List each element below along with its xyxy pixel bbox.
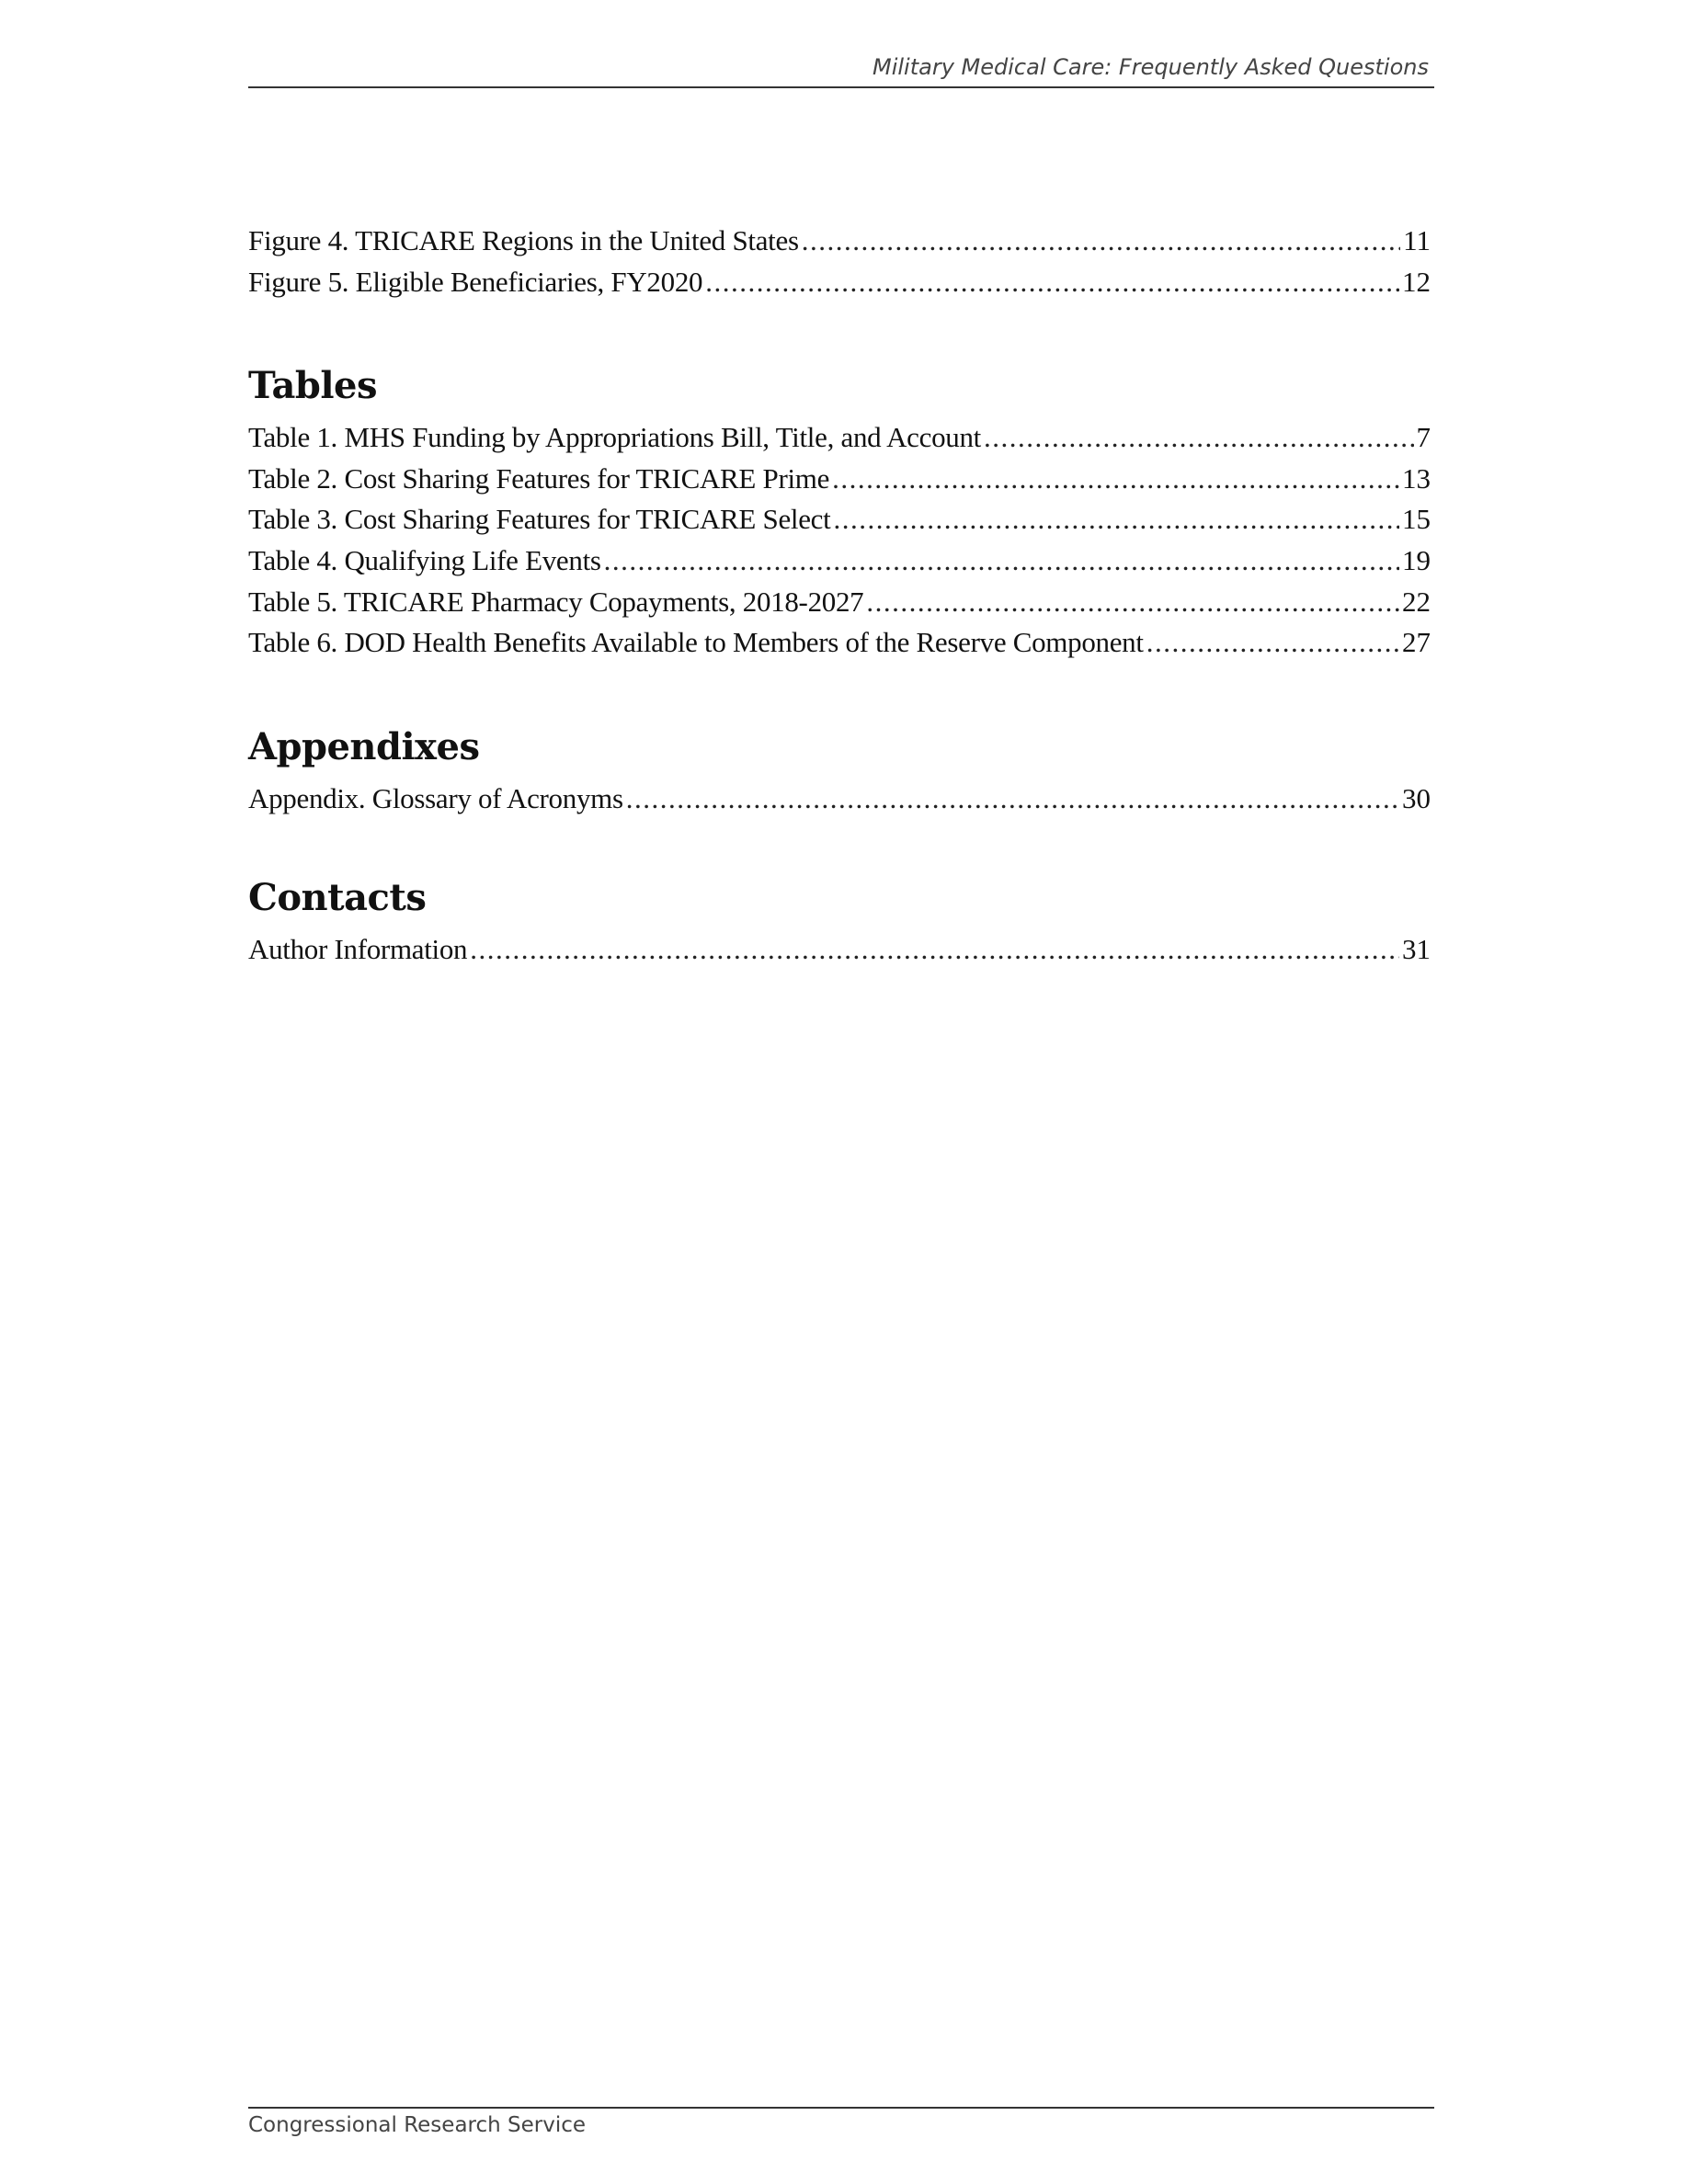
toc-entry-label: Table 5. TRICARE Pharmacy Copayments, 2018-2027 (248, 585, 864, 618)
toc-entry-page: 27 (1402, 626, 1431, 659)
toc-entry-table-5[interactable] (248, 582, 1431, 623)
running-header (248, 55, 1434, 88)
footer-organization: Congressional Research Service (248, 2113, 587, 2137)
toc-entry-label: Table 1. MHS Funding by Appropriations Bill, Title, and Account (248, 421, 982, 454)
toc-entry-label: Table 6. DOD Health Benefits Available to Members of the Reserve Component (248, 626, 1144, 659)
dot-leader (832, 459, 1399, 500)
toc-entry-label: Figure 5. Eligible Beneficiaries, FY2020 (248, 265, 703, 298)
toc-entry-figure-5[interactable] (248, 262, 1431, 303)
dot-leader (705, 262, 1399, 303)
dot-leader (802, 221, 1400, 262)
tables-list (248, 417, 1431, 664)
toc-entry-label: Figure 4. TRICARE Regions in the United States (248, 224, 799, 256)
dot-leader (1146, 622, 1399, 664)
tables-heading: Tables (248, 364, 377, 408)
dot-leader (604, 540, 1399, 582)
toc-entry-page: 15 (1402, 503, 1431, 536)
running-footer (248, 2107, 1434, 2138)
toc-entry-label: Table 4. Qualifying Life Events (248, 543, 601, 576)
toc-entry-appendix[interactable] (248, 779, 1431, 820)
toc-entry-label: Author Information (248, 933, 468, 966)
table-of-contents (248, 221, 1431, 971)
contacts-heading: Contacts (248, 876, 427, 920)
toc-entry-label: Table 2. Cost Sharing Features for TRICARE Prime (248, 461, 830, 495)
toc-entry-table-6[interactable] (248, 622, 1431, 664)
dot-leader (866, 582, 1399, 623)
toc-entry-page: 30 (1402, 781, 1431, 814)
appendixes-list (248, 779, 1431, 820)
toc-entry-page: 19 (1402, 543, 1431, 576)
dot-leader (470, 929, 1399, 971)
dot-leader (626, 779, 1399, 820)
figures-list (248, 221, 1431, 302)
toc-entry-figure-4[interactable] (248, 221, 1431, 262)
toc-entry-page: 22 (1402, 585, 1431, 618)
toc-entry-table-3[interactable] (248, 499, 1431, 540)
toc-entry-page: 11 (1403, 224, 1431, 256)
toc-entry-label: Appendix. Glossary of Acronyms (248, 781, 623, 814)
toc-entry-page: 12 (1402, 265, 1431, 298)
running-header-title: Military Medical Care: Frequently Asked Questions (873, 54, 1429, 80)
contacts-list (248, 929, 1431, 971)
toc-entry-author-information[interactable] (248, 929, 1431, 971)
toc-entry-page: 13 (1402, 461, 1431, 495)
toc-entry-table-2[interactable] (248, 459, 1431, 500)
toc-entry-page: 7 (1416, 421, 1431, 454)
toc-entry-table-4[interactable] (248, 540, 1431, 582)
toc-entry-table-1[interactable] (248, 417, 1431, 459)
toc-entry-label: Table 3. Cost Sharing Features for TRICARE Select (248, 503, 831, 536)
appendixes-heading: Appendixes (248, 724, 480, 768)
dot-leader (984, 417, 1413, 459)
dot-leader (833, 499, 1399, 540)
toc-entry-page: 31 (1402, 933, 1431, 966)
